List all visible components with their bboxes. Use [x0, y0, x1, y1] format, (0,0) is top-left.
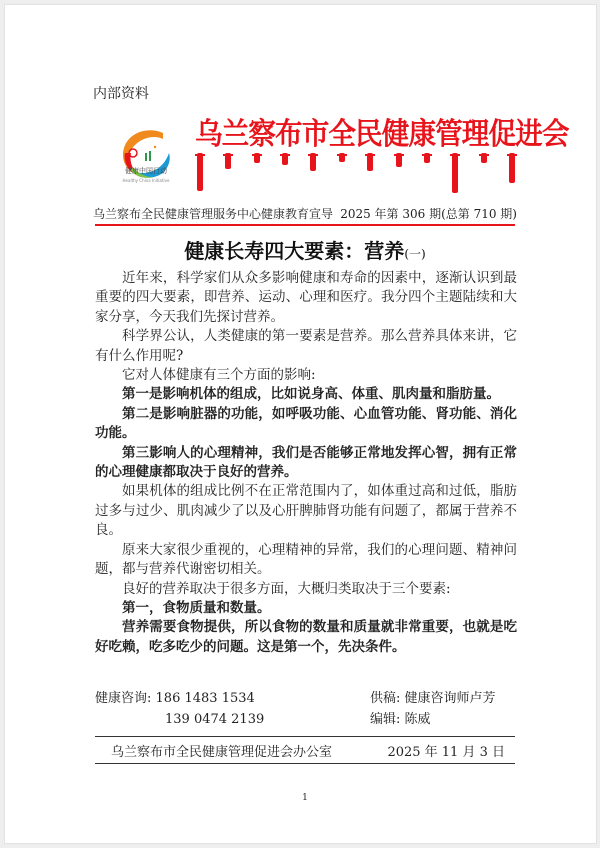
- article-title: 健康长寿四大要素：营养(一): [184, 239, 426, 263]
- mongolian-word: [225, 153, 231, 169]
- office-name: 乌兰察布市全民健康管理促进会办公室: [111, 745, 333, 760]
- paragraph-bold: 营养需要食物提供，所以食物的数量和质量就非常重要，也就是吃好吃赖，吃多吃少的问题。这是第一个，先决条件。: [95, 619, 517, 655]
- mongolian-word: [424, 153, 430, 163]
- mongolian-word: [197, 153, 203, 191]
- paragraph-bold: 第一是影响机体的组成，比如说身高、体重、肌肉量和脂肪量。: [122, 386, 500, 403]
- logo-caption: 健康中国行动 Healthy China Initiative: [122, 167, 170, 183]
- issue-number: 2025 年第 306 期(总第 710 期): [340, 207, 517, 221]
- masthead-divider: [95, 224, 515, 226]
- paragraph: 如果机体的组成比例不在正常范围内了，如体重过高和过低，脂肪过多与过少、肌肉减少了以及心肝脾肺肾功能有问题了，都属于营养不良。: [95, 483, 517, 539]
- publisher: 乌兰察布全民健康管理服务中心健康教育宣导: [93, 207, 334, 221]
- contributor-label: 供稿:: [370, 691, 401, 706]
- footer: [111, 741, 505, 760]
- editor-label: 编辑:: [370, 712, 401, 727]
- mongolian-word: [396, 153, 402, 167]
- mongolian-word: [254, 153, 260, 163]
- article-part: (一): [404, 247, 426, 261]
- footer-divider-bottom: [95, 763, 515, 764]
- article-body: [95, 269, 517, 657]
- publish-date: 2025 年 11 月 3 日: [387, 745, 505, 760]
- mongolian-word: [282, 153, 288, 165]
- mongolian-word: [367, 153, 373, 171]
- paragraph: 良好的营养取决于很多方面，大概归类取决于三个要素:: [122, 580, 451, 597]
- masthead: [93, 205, 517, 222]
- phone-2: 139 0474 2139: [165, 712, 265, 727]
- paragraph-bold: 第二是影响脏器的功能，如呼吸功能、心血管功能、肾功能、消化功能。: [95, 405, 517, 442]
- mongolian-word: [509, 153, 515, 183]
- contributor: 健康咨询师卢芳: [404, 691, 496, 706]
- organization-title: 乌兰察布市全民健康管理促进会: [195, 117, 569, 152]
- mongolian-word: [452, 153, 458, 193]
- document-page: [4, 4, 597, 844]
- mongolian-word: [310, 153, 316, 171]
- mongolian-word: [339, 153, 345, 162]
- phone-1: 186 1483 1534: [155, 691, 255, 706]
- footer-divider-top: [95, 736, 515, 737]
- paragraph: 原来大家很少重视的，心理精神的异常，我们的心理问题、精神问题，都与营养代谢密切相关。: [95, 541, 517, 578]
- paragraph-bold: 第一，食物质量和数量。: [122, 599, 271, 616]
- paragraph: 科学界公认，人类健康的第一要素是营养。那么营养具体来讲，它有什么作用呢?: [95, 328, 517, 364]
- paragraph: 它对人体健康有三个方面的影响:: [122, 367, 316, 384]
- mongolian-script-title: [197, 153, 515, 193]
- page-number: 1: [302, 793, 308, 803]
- editor: 陈威: [404, 712, 431, 727]
- paragraph-bold: 第三影响人的心理精神，我们是否能够正常地发挥心智，拥有正常的心理健康都取决于良好的营养。: [95, 444, 517, 481]
- classification-label: 内部资料: [93, 86, 149, 102]
- paragraph: 近年来，科学家们从众多影响健康和寿命的因素中，逐渐认识到最重要的四大要素，即营养、运动、心理和医疗。我分四个主题陆续和大家分享，今天我们先探讨营养。: [95, 270, 517, 325]
- mongolian-word: [481, 153, 487, 163]
- consult-label: 健康咨询:: [95, 691, 152, 706]
